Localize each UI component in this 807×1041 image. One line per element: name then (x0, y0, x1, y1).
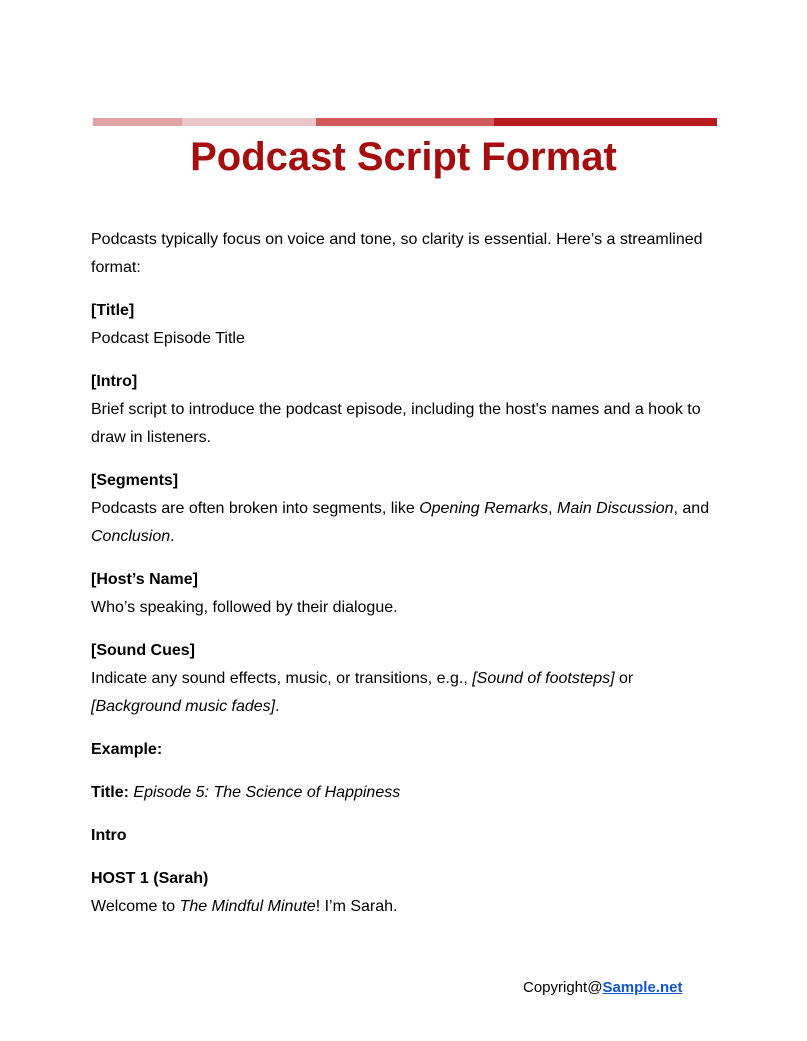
sound-cues-end: . (275, 698, 280, 715)
example-title-value: Episode 5: The Science of Happiness (133, 784, 401, 801)
section-body-sound-cues (91, 665, 716, 721)
section-body-host-name: Who’s speaking, followed by their dialogue. (91, 599, 398, 616)
section-body-intro: Brief script to introduce the podcast episode, including the host's names and a hook to draw in listeners. (91, 401, 701, 446)
segments-end: . (170, 528, 175, 545)
host-line-end: ! I’m Sarah. (315, 898, 398, 915)
segments-text: Podcasts are often broken into segments, like (91, 500, 420, 517)
color-bar-segment (93, 118, 182, 126)
example-heading: Example: (91, 741, 163, 758)
segments-separator: , (548, 500, 558, 517)
color-bar-segment (316, 118, 494, 126)
sound-cue-music-fades: [Background music fades] (91, 698, 276, 715)
document-body (91, 226, 716, 921)
section-heading-segments: [Segments] (91, 472, 179, 489)
segment-conclusion: Conclusion (91, 528, 171, 545)
sound-cues-text: Indicate any sound effects, music, or transitions, e.g., (91, 670, 473, 687)
color-bar-segment (182, 118, 316, 126)
section-heading-sound-cues: [Sound Cues] (91, 642, 195, 659)
header-color-bar (93, 118, 717, 126)
section-body-segments (91, 495, 716, 551)
segment-main-discussion: Main Discussion (557, 500, 674, 517)
sound-cue-footsteps: [Sound of footsteps] (472, 670, 615, 687)
section-body-title: Podcast Episode Title (91, 330, 245, 347)
host-line-start: Welcome to (91, 898, 180, 915)
example-intro-label: Intro (91, 827, 127, 844)
segments-separator: , and (673, 500, 710, 517)
copyright-footer (523, 978, 682, 998)
sample-net-link[interactable]: Sample.net (602, 979, 683, 996)
section-heading-intro: [Intro] (91, 373, 138, 390)
section-heading-host-name: [Host’s Name] (91, 571, 198, 588)
example-title-label: Title: (91, 784, 129, 801)
section-heading-title: [Title] (91, 302, 135, 319)
segment-opening-remarks: Opening Remarks (419, 500, 549, 517)
intro-paragraph: Podcasts typically focus on voice and tone, so clarity is essential. Here’s a streamlined format: (91, 231, 703, 276)
color-bar-segment (494, 118, 717, 126)
example-host-line (91, 893, 716, 921)
show-name: The Mindful Minute (179, 898, 316, 915)
example-host-label: HOST 1 (Sarah) (91, 870, 209, 887)
sound-cues-separator: or (614, 670, 634, 687)
page-title: Podcast Script Format (190, 135, 617, 179)
example-title-line (91, 779, 716, 807)
copyright-prefix: Copyright@ (523, 979, 603, 996)
